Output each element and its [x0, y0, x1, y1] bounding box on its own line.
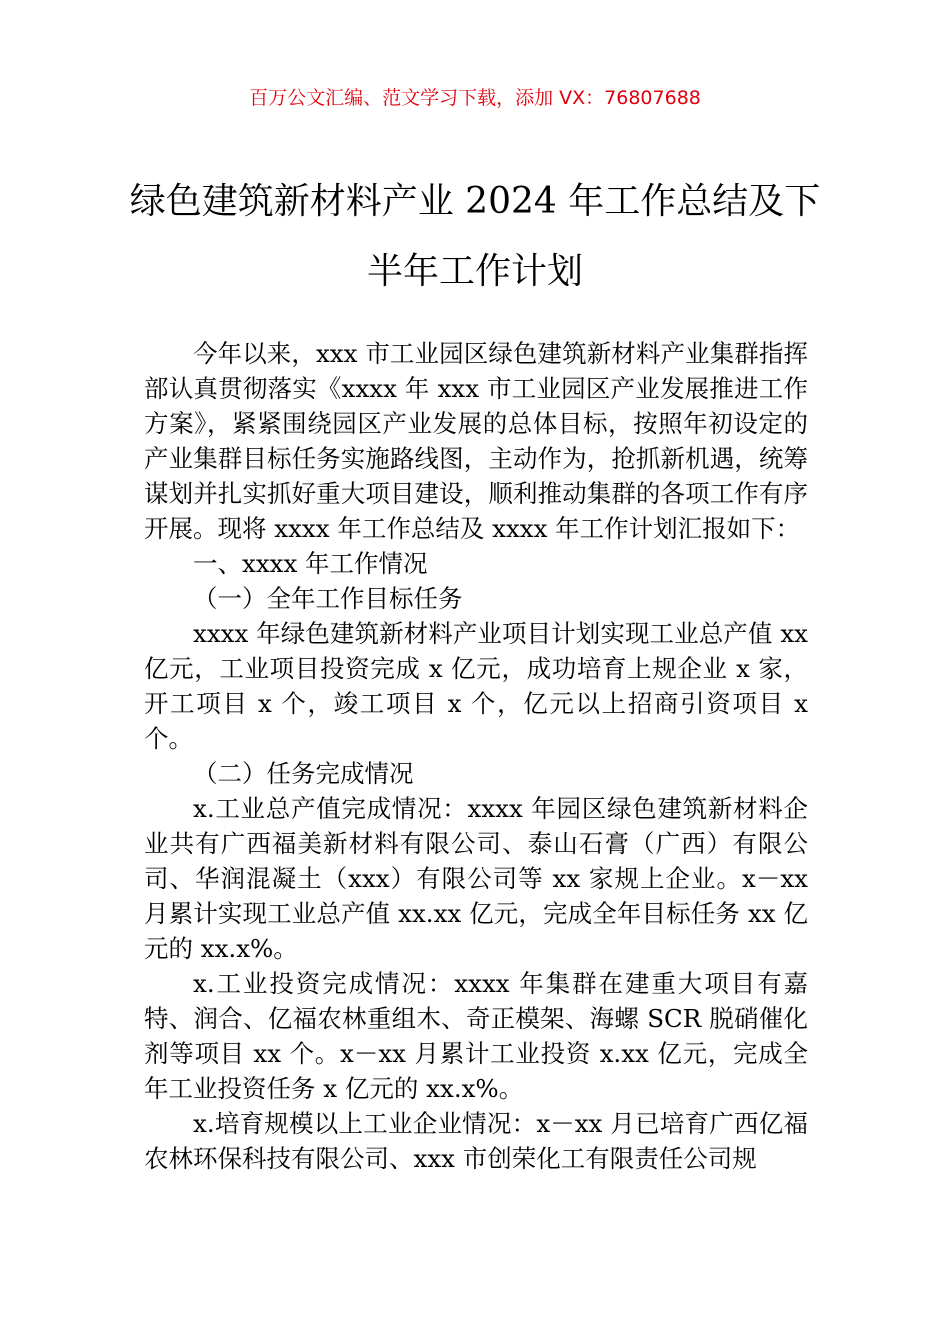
paragraph-enterprise-cultivation: x.培育规模以上工业企业情况：x－xx 月已培育广西亿福农林环保科技有限公司、xxx 市创荣化工有限责任公司规 — [144, 1109, 808, 1173]
paragraph-investment: x.工业投资完成情况：xxxx 年集群在建重大项目有嘉特、润合、亿福农林重组木、奇正模架、海螺 SCR 脱硝催化剂等项目 xx 个。x－xx 月累计工业投资 x.xx 亿元，完成全年工业投资任务 x 亿元的 xx.x%。 — [144, 969, 808, 1103]
document-title-line-2: 半年工作计划 — [366, 251, 583, 292]
paragraph-targets: xxxx 年绿色建筑新材料产业项目计划实现工业总产值 xx 亿元，工业项目投资完成 x 亿元，成功培育上规企业 x 家，开工项目 x 个，竣工项目 x 个，亿元以上招商引资项目 x 个。 — [144, 619, 808, 753]
section-heading-1: 一、xxxx 年工作情况 — [193, 549, 428, 578]
subsection-heading-1: （一）全年工作目标任务 — [193, 584, 463, 613]
header-watermark-note: 百万公文汇编、范文学习下载，添加 VX：76807688 — [249, 87, 701, 109]
document-body — [144, 336, 808, 1176]
paragraph-output-value: x.工业总产值完成情况：xxxx 年园区绿色建筑新材料企业共有广西福美新材料有限公司、泰山石膏（广西）有限公司、华润混凝土（xxx）有限公司等 xx 家规上企业。x－xx 月累计实现工业总产值 xx.xx 亿元，完成全年目标任务 xx 亿元的 xx.x%。 — [144, 794, 808, 963]
subsection-heading-2: （二）任务完成情况 — [193, 759, 414, 788]
document-title-line-1: 绿色建筑新材料产业 2024 年工作总结及下 — [129, 181, 821, 222]
paragraph-intro: 今年以来，xxx 市工业园区绿色建筑新材料产业集群指挥部认真贯彻落实《xxxx 年 xxx 市工业园区产业发展推进工作方案》，紧紧围绕园区产业发展的总体目标，按照年初设定的产业集群目标任务实施路线图，主动作为，抢抓新机遇，统筹谋划并扎实抓好重大项目建设，顺利推动集群的各项工作有序开展。现将 xxxx 年工作总结及 xxxx 年工作计划汇报如下： — [144, 339, 808, 543]
